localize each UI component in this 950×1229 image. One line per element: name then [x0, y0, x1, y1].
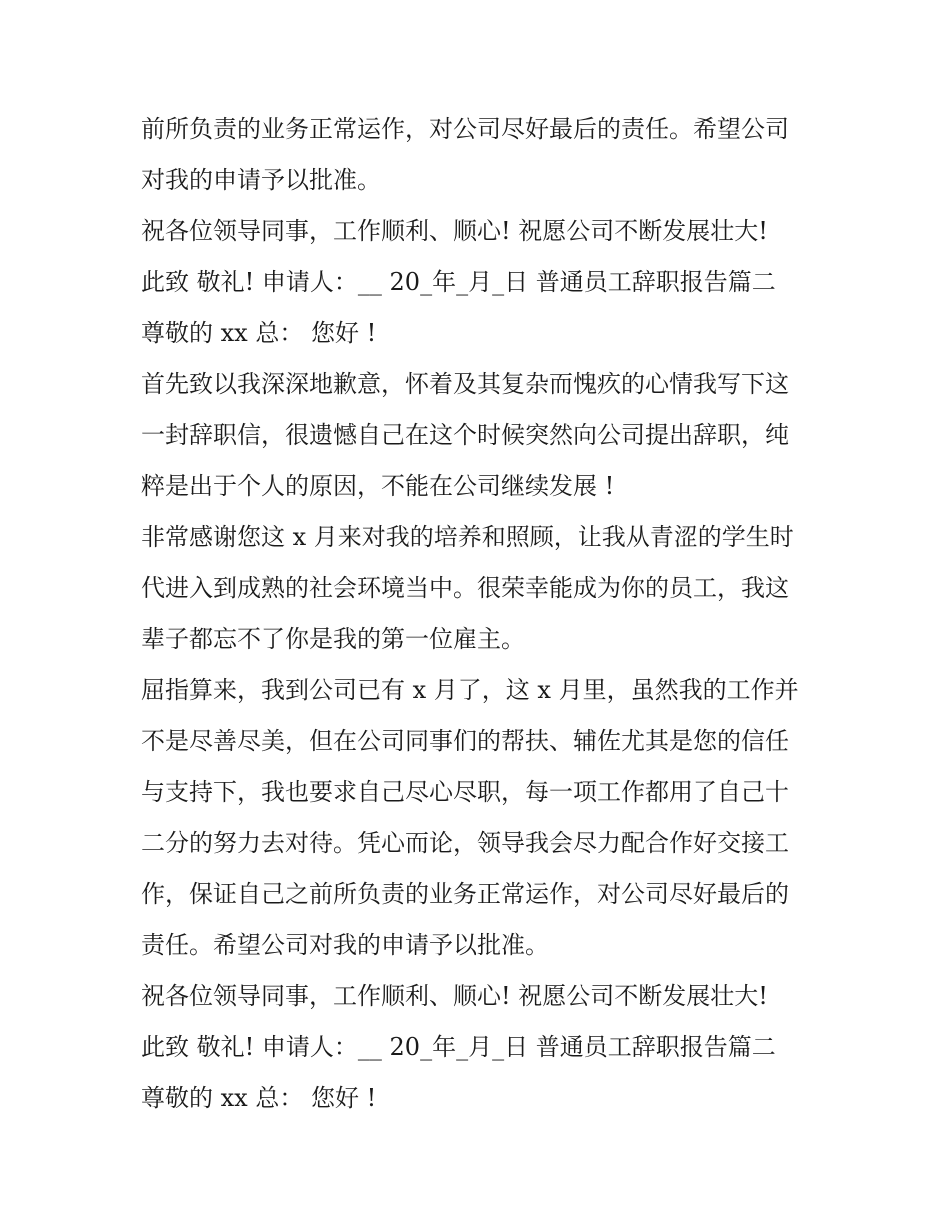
text-line: 首先致以我深深地歉意，怀着及其复杂而愧疚的心情我写下这 — [141, 370, 789, 398]
text-line: 对我的申请予以批准。 — [141, 166, 381, 194]
text-line: 屈指算来，我到公司已有 x 月了，这 x 月里，虽然我的工作并 — [141, 676, 799, 704]
text-line: 一封辞职信，很遗憾自己在这个时候突然向公司提出辞职，纯 — [141, 421, 789, 449]
text-line: 作，保证自己之前所负责的业务正常运作，对公司尽好最后的 — [141, 880, 789, 908]
text-line: 非常感谢您这 x 月来对我的培养和照顾，让我从青涩的学生时 — [141, 523, 794, 551]
text-line: 粹是出于个人的原因，不能在公司继续发展 ! — [141, 472, 615, 500]
text-line: 辈子都忘不了你是我的第一位雇主。 — [141, 625, 525, 653]
text-line: 不是尽善尽美，但在公司同事们的帮扶、辅佐尤其是您的信任 — [141, 727, 789, 755]
text-line: 前所负责的业务正常运作，对公司尽好最后的责任。希望公司 — [141, 115, 789, 143]
text-line: 此致 敬礼! 申请人：__ 20_年_月_日 普通员工辞职报告篇二 — [141, 1033, 776, 1061]
text-line: 二分的努力去对待。凭心而论，领导我会尽力配合作好交接工 — [141, 829, 789, 857]
text-line: 代进入到成熟的社会环境当中。很荣幸能成为你的员工，我这 — [141, 574, 789, 602]
text-line: 祝各位领导同事，工作顺利、顺心! 祝愿公司不断发展壮大! — [141, 217, 768, 245]
document-body — [141, 104, 821, 1124]
text-line: 与支持下，我也要求自己尽心尽职，每一项工作都用了自己十 — [141, 778, 789, 806]
text-line: 祝各位领导同事，工作顺利、顺心! 祝愿公司不断发展壮大! — [141, 982, 768, 1010]
text-line: 责任。希望公司对我的申请予以批准。 — [141, 931, 549, 959]
text-line: 尊敬的 xx 总： 您好 ! — [141, 319, 377, 347]
text-line: 此致 敬礼! 申请人：__ 20_年_月_日 普通员工辞职报告篇二 — [141, 268, 776, 296]
text-line: 尊敬的 xx 总： 您好 ! — [141, 1084, 377, 1112]
